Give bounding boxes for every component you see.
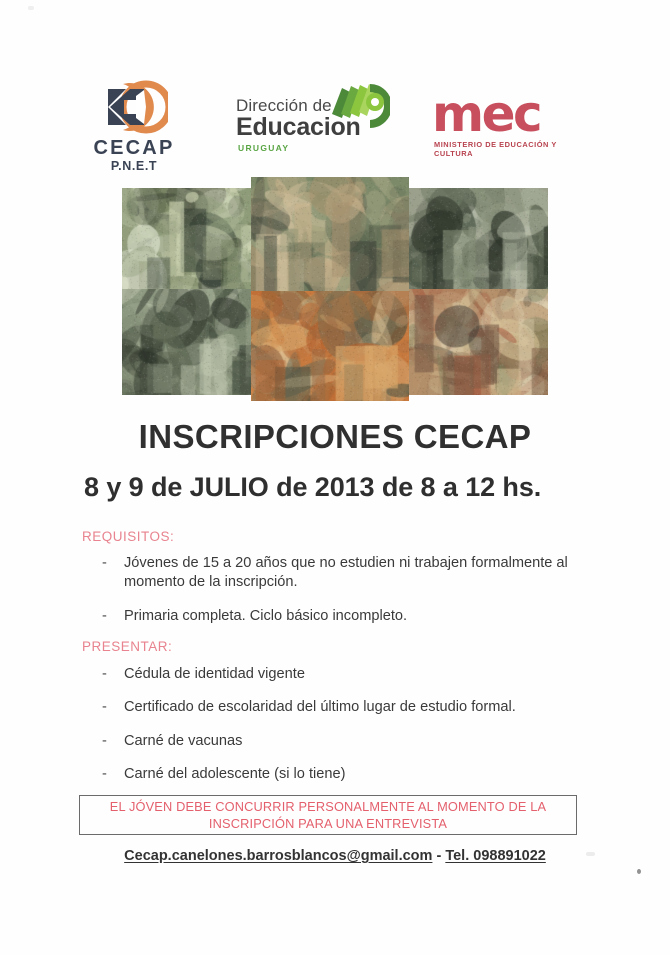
contact-line <box>0 848 670 864</box>
scan-speck <box>637 869 641 874</box>
scan-speck <box>28 6 34 10</box>
mec-wordmark: mec <box>432 85 541 143</box>
contact-email[interactable]: Cecap.canelones.barrosblancos@gmail.com <box>124 848 433 864</box>
date-subtitle: 8 y 9 de JULIO de 2013 de 8 a 12 hs. <box>84 472 542 502</box>
dash-marker: - <box>102 555 107 571</box>
direccion-line1: Dirección de <box>236 96 332 115</box>
dash-marker: - <box>102 666 107 682</box>
mec-subtitle: MINISTERIO DE EDUCACIÓN Y CULTURA <box>434 140 557 158</box>
list-item <box>100 607 600 626</box>
list-item <box>100 554 600 593</box>
collage-photo <box>251 291 409 401</box>
contact-phone[interactable]: Tel. 098891022 <box>445 848 546 864</box>
notice-box <box>79 795 577 835</box>
page-title: INSCRIPCIONES CECAP <box>138 418 532 455</box>
list-item-text: Cédula de identidad vigente <box>124 666 305 682</box>
direccion-uruguay: URUGUAY <box>238 143 290 153</box>
collage-photo <box>409 289 548 395</box>
presentar-heading: PRESENTAR: <box>82 639 173 654</box>
cecap-subtitle: P.N.E.T <box>110 159 158 173</box>
list-item-text: Certificado de escolaridad del último lugar de estudio formal. <box>124 699 516 716</box>
list-item <box>100 765 600 784</box>
collage-photo <box>409 188 548 289</box>
requisitos-list <box>100 554 600 640</box>
notice-text <box>100 798 556 833</box>
list-item-text: Jóvenes de 15 a 20 años que no estudien ni trabajen formalmente al momento de la inscripción. <box>124 555 568 591</box>
list-item <box>100 732 600 751</box>
list-item <box>100 665 600 684</box>
collage-photo <box>122 289 251 395</box>
direccion-educacion-logo <box>236 86 396 160</box>
contact-separator: - <box>432 848 446 864</box>
dash-marker: - <box>102 732 107 749</box>
dash-marker: - <box>102 607 107 624</box>
notice-line2: INSCRIPCIÓN PARA UNA ENTREVISTA <box>208 816 448 831</box>
list-item-text: Primaria completa. Ciclo básico incompleto. <box>124 607 408 624</box>
list-item-text: Carné del adolescente (si lo tiene) <box>124 765 346 782</box>
requisitos-heading: REQUISITOS: <box>82 529 175 544</box>
list-item <box>100 698 600 717</box>
cecap-logo <box>74 80 194 174</box>
dash-marker: - <box>102 765 107 782</box>
cecap-arrow-circle-icon <box>100 80 168 134</box>
presentar-list <box>100 665 600 798</box>
photo-collage <box>118 177 552 401</box>
dash-marker: - <box>102 699 107 716</box>
list-item-text: Carné de vacunas <box>124 732 243 749</box>
collage-photo <box>122 188 251 289</box>
mec-logo <box>432 85 592 158</box>
collage-photo <box>251 177 409 291</box>
notice-line1: EL JÓVEN DEBE CONCURRIR PERSONALMENTE AL MOMENTO DE LA <box>109 798 547 814</box>
logo-row <box>0 72 670 172</box>
cecap-name: CECAP <box>93 137 175 159</box>
direccion-line2: Educacion <box>236 113 361 141</box>
